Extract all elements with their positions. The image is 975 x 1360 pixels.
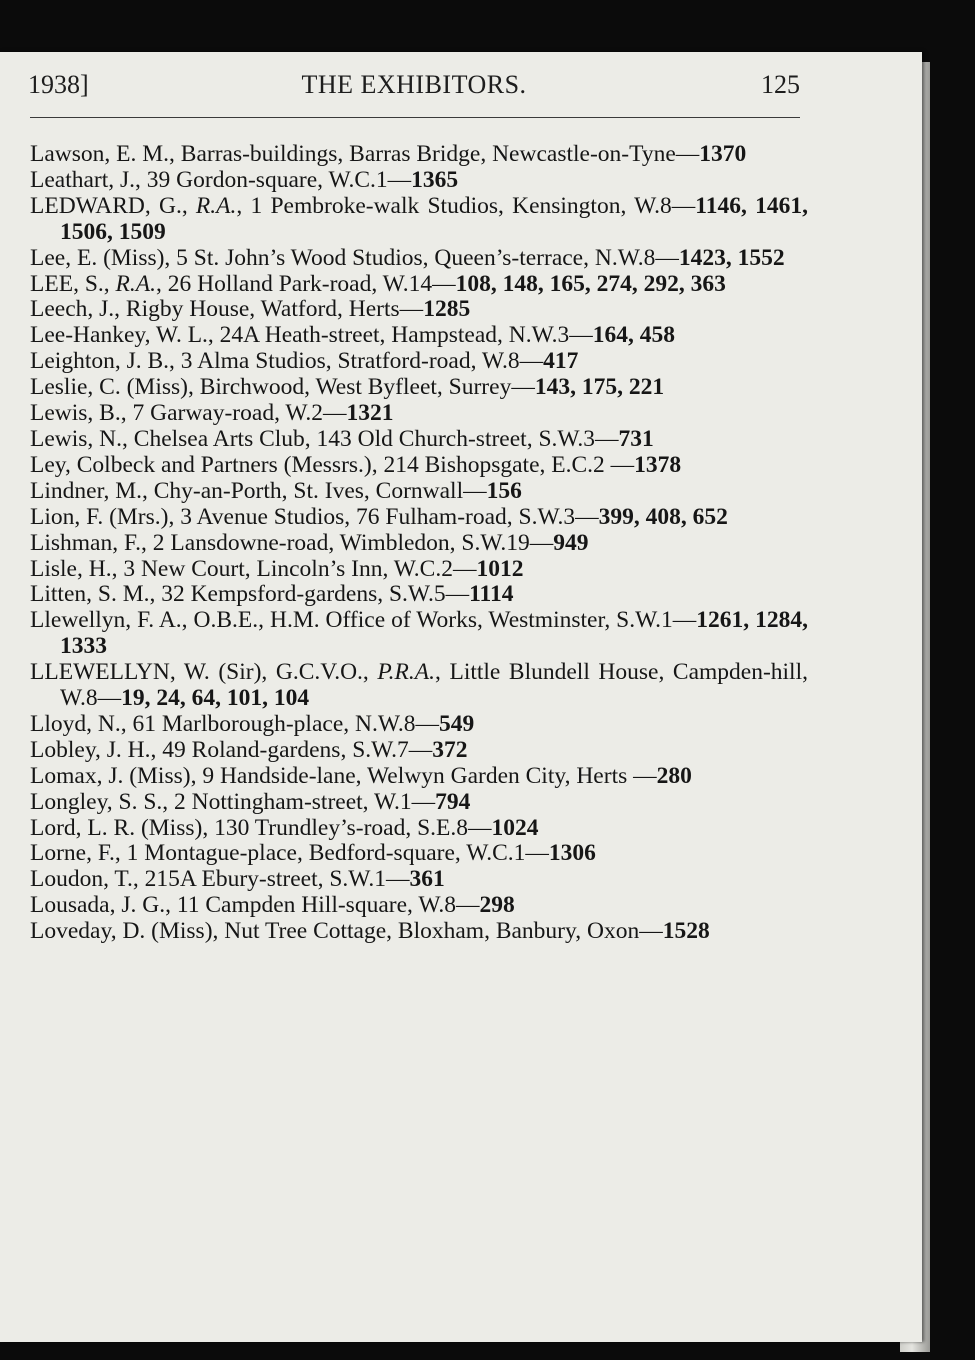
entry-catalogue-numbers: 361 bbox=[409, 866, 445, 893]
exhibitor-entry bbox=[30, 893, 808, 919]
entry-catalogue-numbers: 1528 bbox=[662, 918, 710, 945]
entry-text: Lee, E. (Miss), 5 St. John’s Wood Studios, Queen’s-terrace, N.W.8— bbox=[30, 244, 679, 271]
exhibitor-entry bbox=[30, 297, 808, 323]
entry-catalogue-numbers: 164, 458 bbox=[592, 322, 676, 349]
entry-text: Leech, J., Rigby House, Watford, Herts— bbox=[30, 296, 424, 323]
entry-text: Llewellyn, F. A., O.B.E., H.M. Office of Works, Westminster, S.W.1— bbox=[30, 607, 697, 634]
page-title: THE EXHIBITORS. bbox=[301, 70, 527, 99]
exhibitor-entry bbox=[30, 764, 808, 790]
entry-address: , 1 Pembroke-walk Studios, Kensington, W.8— bbox=[236, 192, 696, 219]
entry-catalogue-numbers: 417 bbox=[543, 348, 579, 375]
exhibitor-entry bbox=[30, 453, 808, 479]
entry-text: LEDWARD, G., bbox=[30, 192, 196, 219]
entry-catalogue-numbers: 399, 408, 652 bbox=[598, 503, 728, 530]
entry-title: R.A. bbox=[115, 270, 156, 297]
entry-catalogue-numbers: 1306 bbox=[548, 840, 596, 867]
entry-address: , Little Blundell House, Campden-hill, W.8— bbox=[60, 659, 808, 712]
header-year: 1938] bbox=[28, 70, 89, 99]
entry-title: P.R.A. bbox=[377, 659, 436, 686]
entry-text: Lobley, J. H., 49 Roland-gardens, S.W.7— bbox=[30, 736, 433, 763]
entry-catalogue-numbers: 1114 bbox=[469, 581, 514, 608]
exhibitor-entry bbox=[30, 142, 808, 168]
exhibitor-entry bbox=[30, 841, 808, 867]
entry-catalogue-numbers: 949 bbox=[553, 529, 589, 556]
exhibitor-entry bbox=[30, 272, 808, 298]
entry-catalogue-numbers: 108, 148, 165, 274, 292, 363 bbox=[455, 270, 726, 297]
entry-text: Lion, F. (Mrs.), 3 Avenue Studios, 76 Fulham-road, S.W.3— bbox=[30, 503, 599, 530]
exhibitor-entry bbox=[30, 194, 808, 246]
page-number: 125 bbox=[761, 70, 800, 99]
exhibitor-entry bbox=[30, 582, 808, 608]
entry-catalogue-numbers: 1321 bbox=[346, 400, 394, 427]
exhibitor-entry bbox=[30, 531, 808, 557]
entry-text: Lindner, M., Chy-an-Porth, St. Ives, Cornwall— bbox=[30, 477, 487, 504]
exhibitor-entry bbox=[30, 168, 808, 194]
entry-address: , 26 Holland Park-road, W.14— bbox=[155, 270, 456, 297]
exhibitor-entry bbox=[30, 608, 808, 660]
entry-text: Lawson, E. M., Barras-buildings, Barras Bridge, Newcastle-on-Tyne— bbox=[30, 141, 700, 167]
entry-text: Longley, S. S., 2 Nottingham-street, W.1— bbox=[30, 788, 436, 815]
entry-text: Lewis, B., 7 Garway-road, W.2— bbox=[30, 400, 347, 427]
entry-text: Lee-Hankey, W. L., 24A Heath-street, Hampstead, N.W.3— bbox=[30, 322, 593, 349]
exhibitor-entry bbox=[30, 401, 808, 427]
header-rule bbox=[30, 117, 800, 118]
exhibitor-list bbox=[30, 142, 808, 945]
exhibitor-entry bbox=[30, 375, 808, 401]
entry-text: Lomax, J. (Miss), 9 Handside-lane, Welwyn Garden City, Herts — bbox=[30, 762, 657, 789]
entry-catalogue-numbers: 1261, 1284, 1333 bbox=[60, 607, 808, 660]
entry-text: Lorne, F., 1 Montague-place, Bedford-square, W.C.1— bbox=[30, 840, 549, 867]
exhibitor-entry bbox=[30, 246, 808, 272]
entry-title: R.A. bbox=[195, 192, 237, 219]
entry-catalogue-numbers: 731 bbox=[618, 425, 654, 452]
entry-catalogue-numbers: 1146, 1461, 1506, 1509 bbox=[60, 192, 808, 245]
exhibitor-entry bbox=[30, 505, 808, 531]
entry-catalogue-numbers: 1423, 1552 bbox=[678, 244, 785, 271]
entry-text: Leathart, J., 39 Gordon-square, W.C.1— bbox=[30, 166, 412, 193]
entry-text: Loudon, T., 215A Ebury-street, S.W.1— bbox=[30, 866, 410, 893]
entry-catalogue-numbers: 19, 24, 64, 101, 104 bbox=[121, 685, 310, 712]
entry-text: Lewis, N., Chelsea Arts Club, 143 Old Church-street, S.W.3— bbox=[30, 425, 619, 452]
exhibitor-entry bbox=[30, 479, 808, 505]
entry-text: Ley, Colbeck and Partners (Messrs.), 214 Bishopsgate, E.C.2 — bbox=[30, 451, 635, 478]
entry-catalogue-numbers: 1365 bbox=[411, 166, 459, 193]
entry-catalogue-numbers: 1024 bbox=[491, 814, 539, 841]
entry-catalogue-numbers: 549 bbox=[439, 710, 475, 737]
exhibitor-entry bbox=[30, 790, 808, 816]
exhibitor-entry bbox=[30, 919, 808, 945]
entry-text: Lousada, J. G., 11 Campden Hill-square, W.8— bbox=[30, 892, 480, 919]
exhibitor-entry bbox=[30, 349, 808, 375]
entry-text: Leighton, J. B., 3 Alma Studios, Stratford-road, W.8— bbox=[30, 348, 544, 375]
entry-text: LEE, S., bbox=[30, 270, 116, 297]
entry-text: Lloyd, N., 61 Marlborough-place, N.W.8— bbox=[30, 710, 440, 737]
entry-catalogue-numbers: 156 bbox=[486, 477, 522, 504]
entry-catalogue-numbers: 372 bbox=[432, 736, 468, 763]
entry-catalogue-numbers: 143, 175, 221 bbox=[534, 374, 665, 401]
entry-text: Leslie, C. (Miss), Birchwood, West Byfleet, Surrey— bbox=[30, 374, 535, 401]
exhibitor-entry bbox=[30, 427, 808, 453]
entry-catalogue-numbers: 1012 bbox=[476, 555, 524, 582]
entry-catalogue-numbers: 298 bbox=[479, 892, 515, 919]
entry-catalogue-numbers: 280 bbox=[656, 762, 692, 789]
exhibitor-entry bbox=[30, 557, 808, 583]
entry-catalogue-numbers: 1370 bbox=[699, 141, 747, 167]
entry-text: Lishman, F., 2 Lansdowne-road, Wimbledon, S.W.19— bbox=[30, 529, 554, 556]
exhibitor-entry bbox=[30, 816, 808, 842]
exhibitor-entry bbox=[30, 867, 808, 893]
exhibitor-entry bbox=[30, 738, 808, 764]
entry-text: Loveday, D. (Miss), Nut Tree Cottage, Bloxham, Banbury, Oxon— bbox=[30, 918, 663, 945]
entry-catalogue-numbers: 794 bbox=[435, 788, 471, 815]
entry-text: Lisle, H., 3 New Court, Lincoln’s Inn, W.C.2— bbox=[30, 555, 477, 582]
exhibitor-entry bbox=[30, 323, 808, 349]
entry-catalogue-numbers: 1285 bbox=[423, 296, 471, 323]
entry-text: Litten, S. M., 32 Kempsford-gardens, S.W.5— bbox=[30, 581, 470, 608]
running-header bbox=[28, 70, 800, 104]
entry-text: LLEWELLYN, W. (Sir), G.C.V.O., bbox=[30, 659, 378, 686]
entry-text: Lord, L. R. (Miss), 130 Trundley’s-road, S.E.8— bbox=[30, 814, 492, 841]
exhibitor-entry bbox=[30, 712, 808, 738]
entry-catalogue-numbers: 1378 bbox=[634, 451, 682, 478]
exhibitor-entry bbox=[30, 660, 808, 712]
